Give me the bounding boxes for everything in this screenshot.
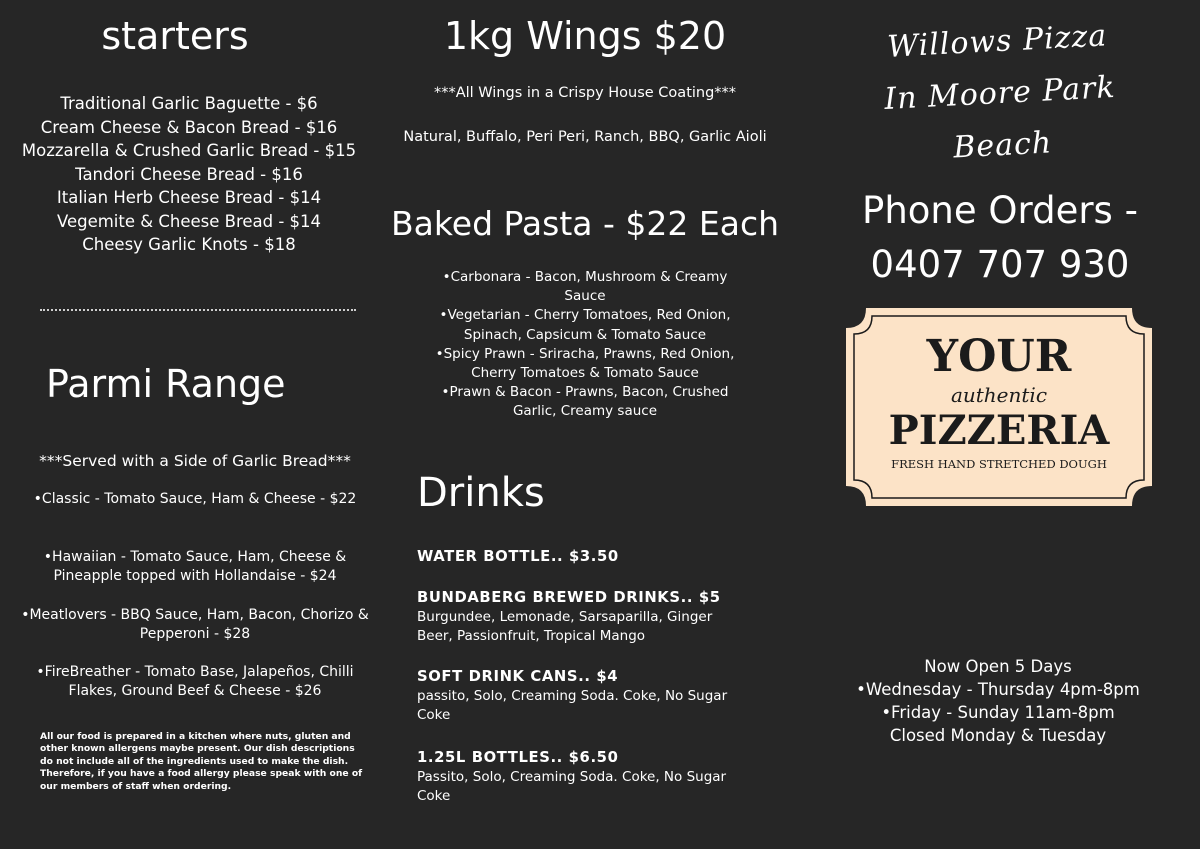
drink-item: [417, 667, 747, 726]
list-item: Cheesy Garlic Knots - $18: [82, 235, 296, 254]
phone-label: Phone Orders -: [862, 189, 1138, 232]
logo-script-word: authentic: [950, 383, 1048, 407]
list-item: Vegemite & Cheese Bread - $14: [56, 211, 322, 231]
parmi-heading: Parmi Range: [46, 362, 286, 406]
list-item: •Hawaiian - Tomato Sauce, Ham, Cheese & Pineapple topped with Hollandaise - $24: [43, 549, 347, 584]
drink-description: Passito, Solo, Creaming Soda. Coke, No Sugar Coke: [417, 769, 727, 805]
pasta-list: [425, 268, 745, 422]
hours-line: Closed Monday & Tuesday: [889, 726, 1107, 745]
phone-orders: [840, 184, 1160, 292]
hours-line: •Wednesday - Thursday 4pm-8pm: [856, 680, 1140, 699]
list-item: •Vegetarian - Cherry Tomatoes, Red Onion, Spinach, Capsicum & Tomato Sauce: [439, 307, 731, 343]
drink-description: passito, Solo, Creaming Soda. Coke, No Sugar Coke: [417, 688, 728, 724]
logo-word-main: PIZZERIA: [888, 407, 1110, 454]
parmi-note: ***Served with a Side of Garlic Bread***: [39, 452, 351, 470]
list-item: Italian Herb Cheese Bread - $14: [56, 188, 322, 207]
logo-tagline: FRESH HAND STRETCHED DOUGH: [891, 457, 1107, 471]
list-item: •Prawn & Bacon - Prawns, Bacon, Crushed Garlic, Creamy sauce: [441, 384, 729, 420]
drink-name: 1.25L BOTTLES.. $6.50: [417, 749, 619, 766]
list-item: •FireBreather - Tomato Base, Jalapeños, Chilli Flakes, Ground Beef & Cheese - $26: [36, 664, 354, 699]
starters-heading: starters: [101, 14, 249, 58]
drink-item: [417, 588, 747, 647]
wings-note: ***All Wings in a Crispy House Coating***: [433, 85, 737, 101]
drink-name: BUNDABERG BREWED DRINKS.. $5: [417, 589, 721, 606]
list-item: Cream Cheese & Bacon Bread - $16: [40, 117, 338, 137]
drink-name: SOFT DRINK CANS.. $4: [417, 668, 619, 685]
list-item: Traditional Garlic Baguette - $6: [60, 94, 318, 113]
dotted-divider: [40, 309, 356, 311]
drinks-heading: Drinks: [417, 470, 545, 516]
wings-flavours: Natural, Buffalo, Peri Peri, Ranch, BBQ, Garlic Aioli: [403, 129, 767, 145]
drink-description: Burgundee, Lemonade, Sarsaparilla, Ginger Beer, Passionfruit, Tropical Mango: [417, 609, 713, 645]
list-item: Mozzarella & Crushed Garlic Bread - $15: [21, 141, 357, 160]
list-item: •Classic - Tomato Sauce, Ham & Cheese - $22: [33, 491, 357, 507]
starters-list: [0, 92, 378, 257]
wings-heading: 1kg Wings $20: [443, 14, 727, 58]
pasta-heading: Baked Pasta - $22 Each: [390, 204, 780, 243]
logo-badge: [846, 308, 1152, 506]
drink-item: [417, 748, 747, 807]
drink-name: WATER BOTTLE.. $3.50: [417, 548, 619, 565]
pizzeria-logo: [846, 308, 1152, 506]
brand-line: In Moore Park Beach: [883, 69, 1117, 166]
list-item: •Carbonara - Bacon, Mushroom & Creamy Sauce: [442, 269, 728, 305]
list-item: •Spicy Prawn - Sriracha, Prawns, Red Onion, Cherry Tomatoes & Tomato Sauce: [435, 345, 735, 382]
opening-hours: [840, 655, 1156, 747]
phone-number: 0407 707 930: [870, 243, 1130, 286]
list-item: •Meatlovers - BBQ Sauce, Ham, Bacon, Chorizo & Pepperoni - $28: [21, 607, 369, 642]
logo-word-top: YOUR: [926, 331, 1072, 382]
drink-item: [417, 547, 747, 567]
brand-line: Willows Pizza: [886, 18, 1109, 65]
brand-script-title: [846, 8, 1154, 179]
hours-line: Now Open 5 Days: [924, 657, 1072, 676]
allergen-notice: All our food is prepared in a kitchen where nuts, gluten and other known allergens maybe present. Our dish descriptions do not include all of the ingredients used to make the dish. Therefore, if you have a food allergy please speak with one of our members of staff when ordering.: [40, 731, 363, 792]
list-item: Tandori Cheese Bread - $16: [75, 164, 303, 184]
hours-line: •Friday - Sunday 11am-8pm: [881, 703, 1115, 722]
